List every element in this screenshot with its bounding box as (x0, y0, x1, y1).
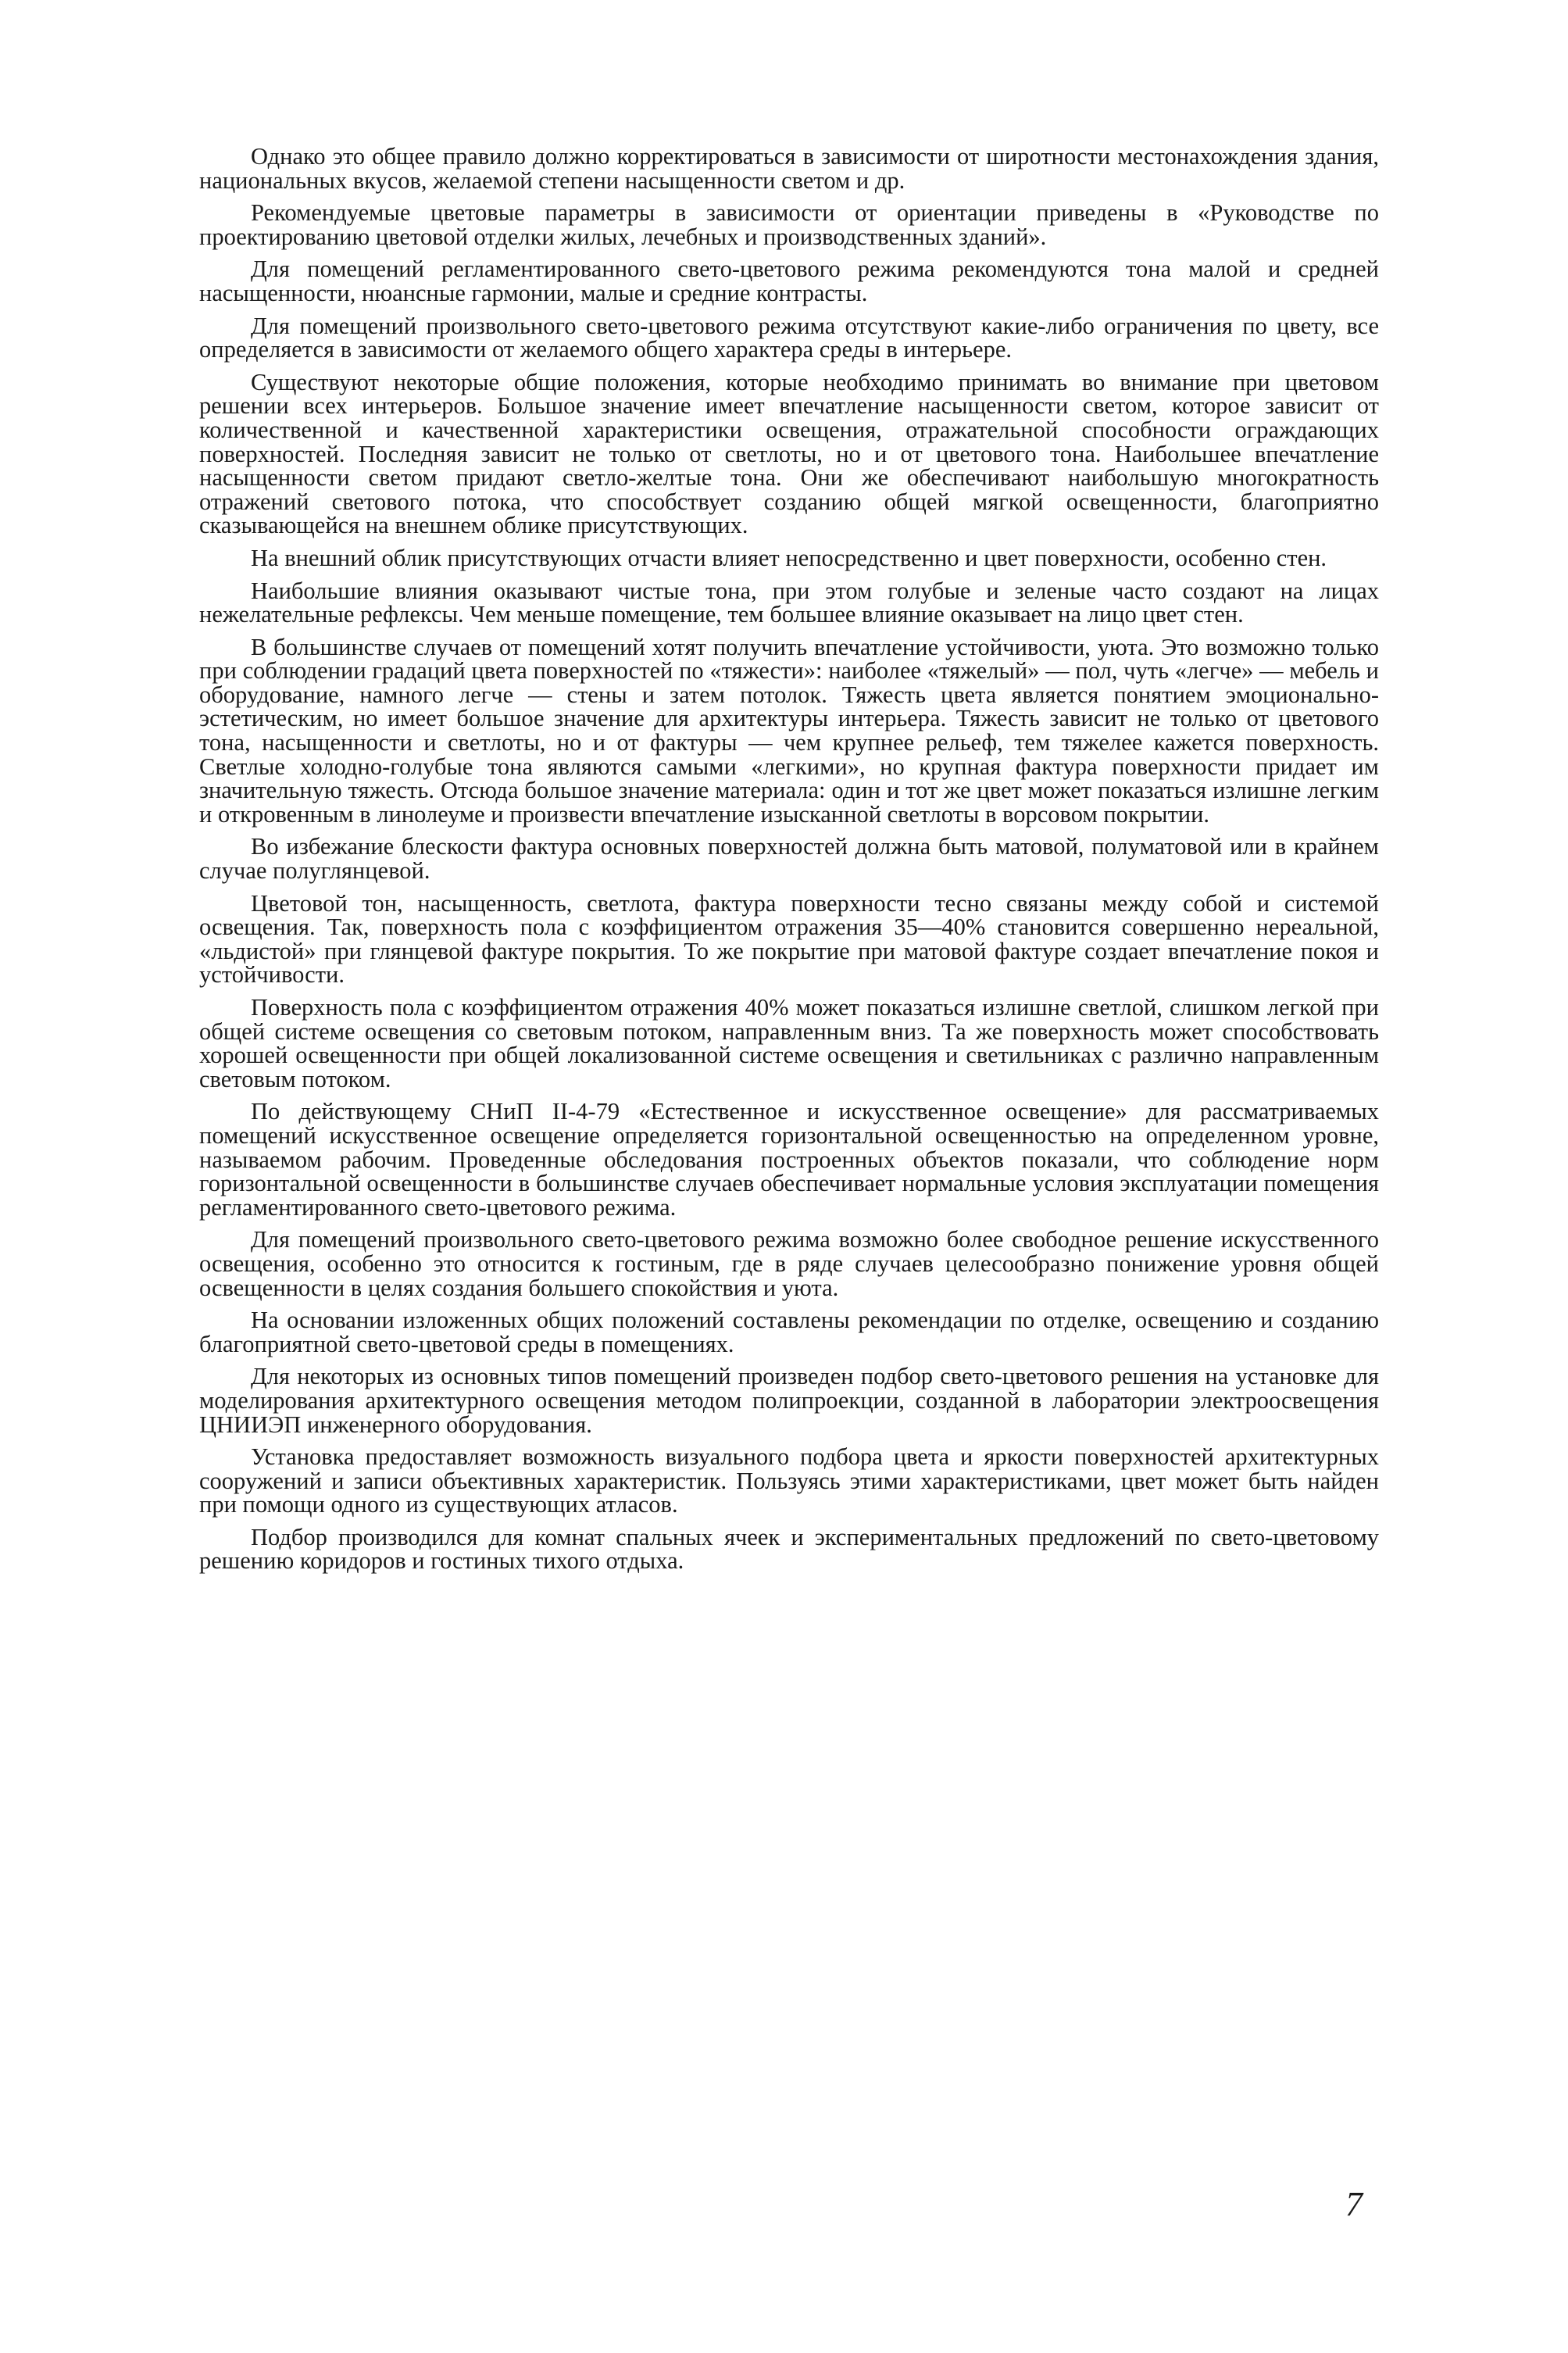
page-number: 7 (1345, 2185, 1363, 2223)
paragraph: Существуют некоторые общие положения, которые необходимо принимать во внимание при цветовом решении всех интерьеров. Большое значение имеет впечатление насыщенности светом, которое зависит от количественной и качественной характеристики освещения, отражательной способности ограждающих поверхностей. Последняя зависит не только от светлоты, но и от цветового тона. Наибольшее впечатление насыщенности светом придают светло-желтые тона. Они же обеспечивают наибольшую многократность отражений светового потока, что способствует созданию общей мягкой освещенности, благоприятно сказывающейся на внешнем облике присутствующих. (199, 368, 1379, 539)
paragraph: Для помещений произвольного свето-цветового режима отсутствуют какие-либо ограничения по цвету, все определяется в зависимости от желаемого общего характера среды в интерьере. (199, 312, 1379, 363)
paragraph: Для помещений регламентированного свето-цветового режима рекомендуются тона малой и средней насыщенности, нюансные гармонии, малые и средние контрасты. (199, 256, 1379, 306)
paragraph: Во избежание блескости фактура основных поверхностей должна быть матовой, полуматовой или в крайнем случае полуглянцевой. (199, 833, 1379, 885)
paragraph: На внешний облик присутствующих отчасти влияет непосредственно и цвет поверхности, особенно стен. (251, 544, 1327, 571)
paragraph: На основании изложенных общих положений составлены рекомендации по отделке, освещению и созданию благоприятной свето-цветовой среды в помещениях. (199, 1307, 1379, 1357)
paragraph: Цветовой тон, насыщенность, светлота, фактура поверхности тесно связаны между собой и системой освещения. Так, поверхность пола с коэффициентом отражения 35—40% становится совершенно нереальной, «льдистой» при глянцевой фактуре покрытия. То же покрытие при матовой фактуре создает впечатление покоя и устойчивости. (199, 889, 1379, 989)
paragraph: Подбор производился для комнат спальных ячеек и экспериментальных предложений по свето-цветовому решению коридоров и гостиных тихого отдыха. (199, 1523, 1379, 1575)
paragraph: В большинстве случаев от помещений хотят получить впечатление устойчивости, уюта. Это возможно только при соблюдении градаций цвета поверхностей по «тяжести»: наиболее «тяжелый» — пол, чуть «легче» — мебель и оборудование, намного легче — стены и затем потолок. Тяжесть цвета является понятием эмоционально-эстетическим, но имеет большое значение для архитектуры интерьера. Тяжесть зависит не только от цветового тона, насыщенности и светлоты, но и от фактуры — чем крупнее рельеф, тем тяжелее кажется поверхность. Светлые холодно-голубые тона являются самыми «легкими», но крупная фактура поверхности придает им значительную тяжесть. Отсюда большое значение материала: один и тот же цвет может показаться излишне легким и откровенным в линолеуме и произвести впечатление изысканной светлоты в ворсовом покрытии. (199, 633, 1379, 828)
paragraph: Однако это общее правило должно корректироваться в зависимости от широтности местонахождения здания, национальных вкусов, желаемой степени насыщенности светом и др. (199, 143, 1379, 194)
paragraph: По действующему СНиП II-4-79 «Естественное и искусственное освещение» для рассматриваемых помещений искусственное освещение определяется горизонтальной освещенностью на определенном уровне, называемом рабочим. Проведенные обследования построенных объектов показали, что соблюдение норм горизонтальной освещенности в большинстве случаев обеспечивает нормальные условия эксплуатации помещения регламентированного свето-цветового режима. (199, 1098, 1379, 1221)
paragraph: Для некоторых из основных типов помещений произведен подбор свето-цветового решения на установке для моделирования архитектурного освещения методом полипроекции, созданной в лаборатории электроосвещения ЦНИИЭП инженерного оборудования. (199, 1363, 1379, 1438)
paragraph: Установка предоставляет возможность визуального подбора цвета и яркости поверхностей архитектурных сооружений и записи объективных характеристик. Пользуясь этими характеристиками, цвет может быть найден при помощи одного из существующих атласов. (199, 1443, 1379, 1518)
paragraph: Рекомендуемые цветовые параметры в зависимости от ориентации приведены в «Руководстве по проектированию цветовой отделки жилых, лечебных и производственных зданий». (199, 199, 1379, 250)
page-body (199, 145, 1379, 1582)
paragraph: Поверхность пола с коэффициентом отражения 40% может показаться излишне светлой, слишком легкой при общей системе освещения со световым потоком, направленным вниз. Та же поверхность может способствовать хорошей освещенности при общей локализованной системе освещения и светильниках с различно направленным световым потоком. (199, 994, 1379, 1092)
paragraph: Для помещений произвольного свето-цветового режима возможно более свободное решение искусственного освещения, особенно это относится к гостиным, где в ряде случаев целесообразно понижение уровня общей освещенности в целях создания большего спокойствия и уюта. (199, 1226, 1379, 1301)
paragraph: Наибольшие влияния оказывают чистые тона, при этом голубые и зеленые часто создают на лицах нежелательные рефлексы. Чем меньше помещение, тем большее влияние оказывает на лицо цвет стен. (199, 577, 1379, 628)
